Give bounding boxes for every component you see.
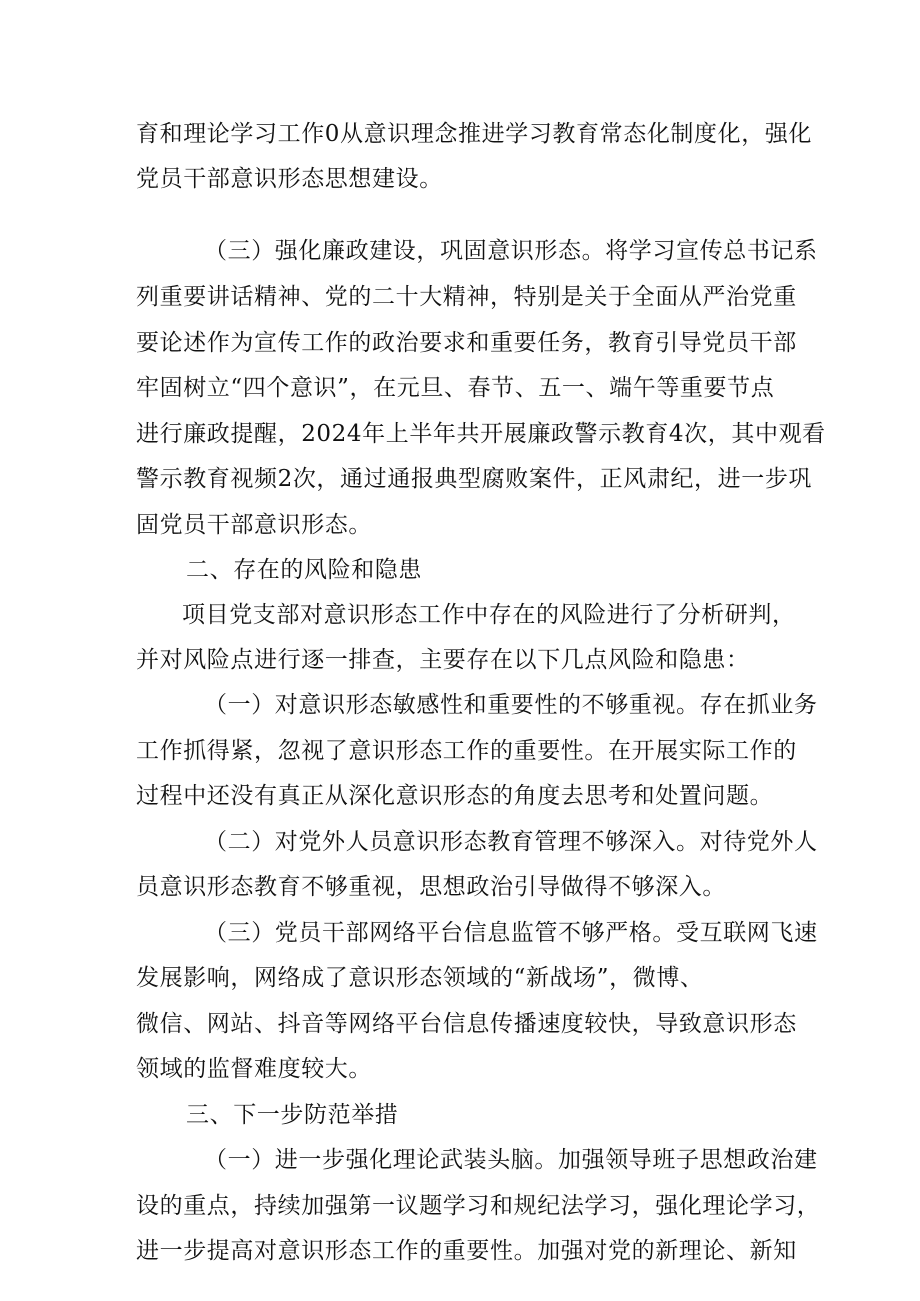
section-heading: 二、存在的风险和隐患 bbox=[186, 557, 422, 583]
text-line: （一）对意识形态敏感性和重要性的不够重视。存在抓业务 bbox=[204, 692, 818, 718]
text-line: （一）进一步强化理论武装头脑。加强领导班子思想政治建 bbox=[204, 1147, 818, 1173]
text-line: 项目党支部对意识形态工作中存在的风险进行了分析研判， bbox=[182, 602, 796, 628]
text-line: 设的重点，持续加强第一议题学习和规纪法学习，强化理论学习， bbox=[136, 1193, 821, 1219]
text-line: 领域的监督难度较大。 bbox=[136, 1056, 372, 1082]
text-line: 工作抓得紧，忽视了意识形态工作的重要性。在开展实际工作的 bbox=[136, 738, 797, 764]
text-line: （二）对党外人员意识形态教育管理不够深入。对待党外人 bbox=[204, 829, 818, 855]
text-line: 过程中还没有真正从深化意识形态的角度去思考和处置问题。 bbox=[136, 783, 774, 809]
text-line: 进行廉政提醒，2024年上半年共开展廉政警示教育4次，其中观看 bbox=[136, 421, 826, 447]
text-line: 员意识形态教育不够重视，思想政治引导做得不够深入。 bbox=[136, 874, 726, 900]
text-line: 并对风险点进行逐一排查，主要存在以下几点风险和隐患： bbox=[136, 647, 750, 673]
text-line: （三）党员干部网络平台信息监管不够严格。受互联网飞速 bbox=[204, 920, 818, 946]
text-line: 微信、网站、抖音等网络平台信息传播速度较快，导致意识形态 bbox=[136, 1011, 797, 1037]
text-line: 党员干部意识形态思想建设。 bbox=[136, 166, 443, 192]
text-line: 要论述作为宣传工作的政治要求和重要任务，教育引导党员干部 bbox=[136, 330, 797, 356]
text-line: 进一步提高对意识形态工作的重要性。加强对党的新理论、新知 bbox=[136, 1238, 797, 1264]
text-line: 发展影响，网络成了意识形态领域的“新战场”，微博、 bbox=[136, 965, 704, 991]
section-heading: 三、下一步防范举措 bbox=[186, 1102, 399, 1128]
text-line: 育和理论学习工作0从意识理念推进学习教育常态化制度化，强化 bbox=[136, 121, 813, 147]
text-line: 列重要讲话精神、党的二十大精神，特别是关于全面从严治党重 bbox=[136, 284, 797, 310]
text-line: 牢固树立“四个意识”，在元旦、春节、五一、端午等重要节点 bbox=[136, 375, 775, 401]
text-line: 警示教育视频2次，通过通报典型腐败案件，正风肃纪，进一步巩 bbox=[136, 466, 813, 492]
text-line: （三）强化廉政建设，巩固意识形态。将学习宣传总书记系 bbox=[204, 238, 818, 264]
text-line: 固党员干部意识形态。 bbox=[136, 512, 372, 538]
